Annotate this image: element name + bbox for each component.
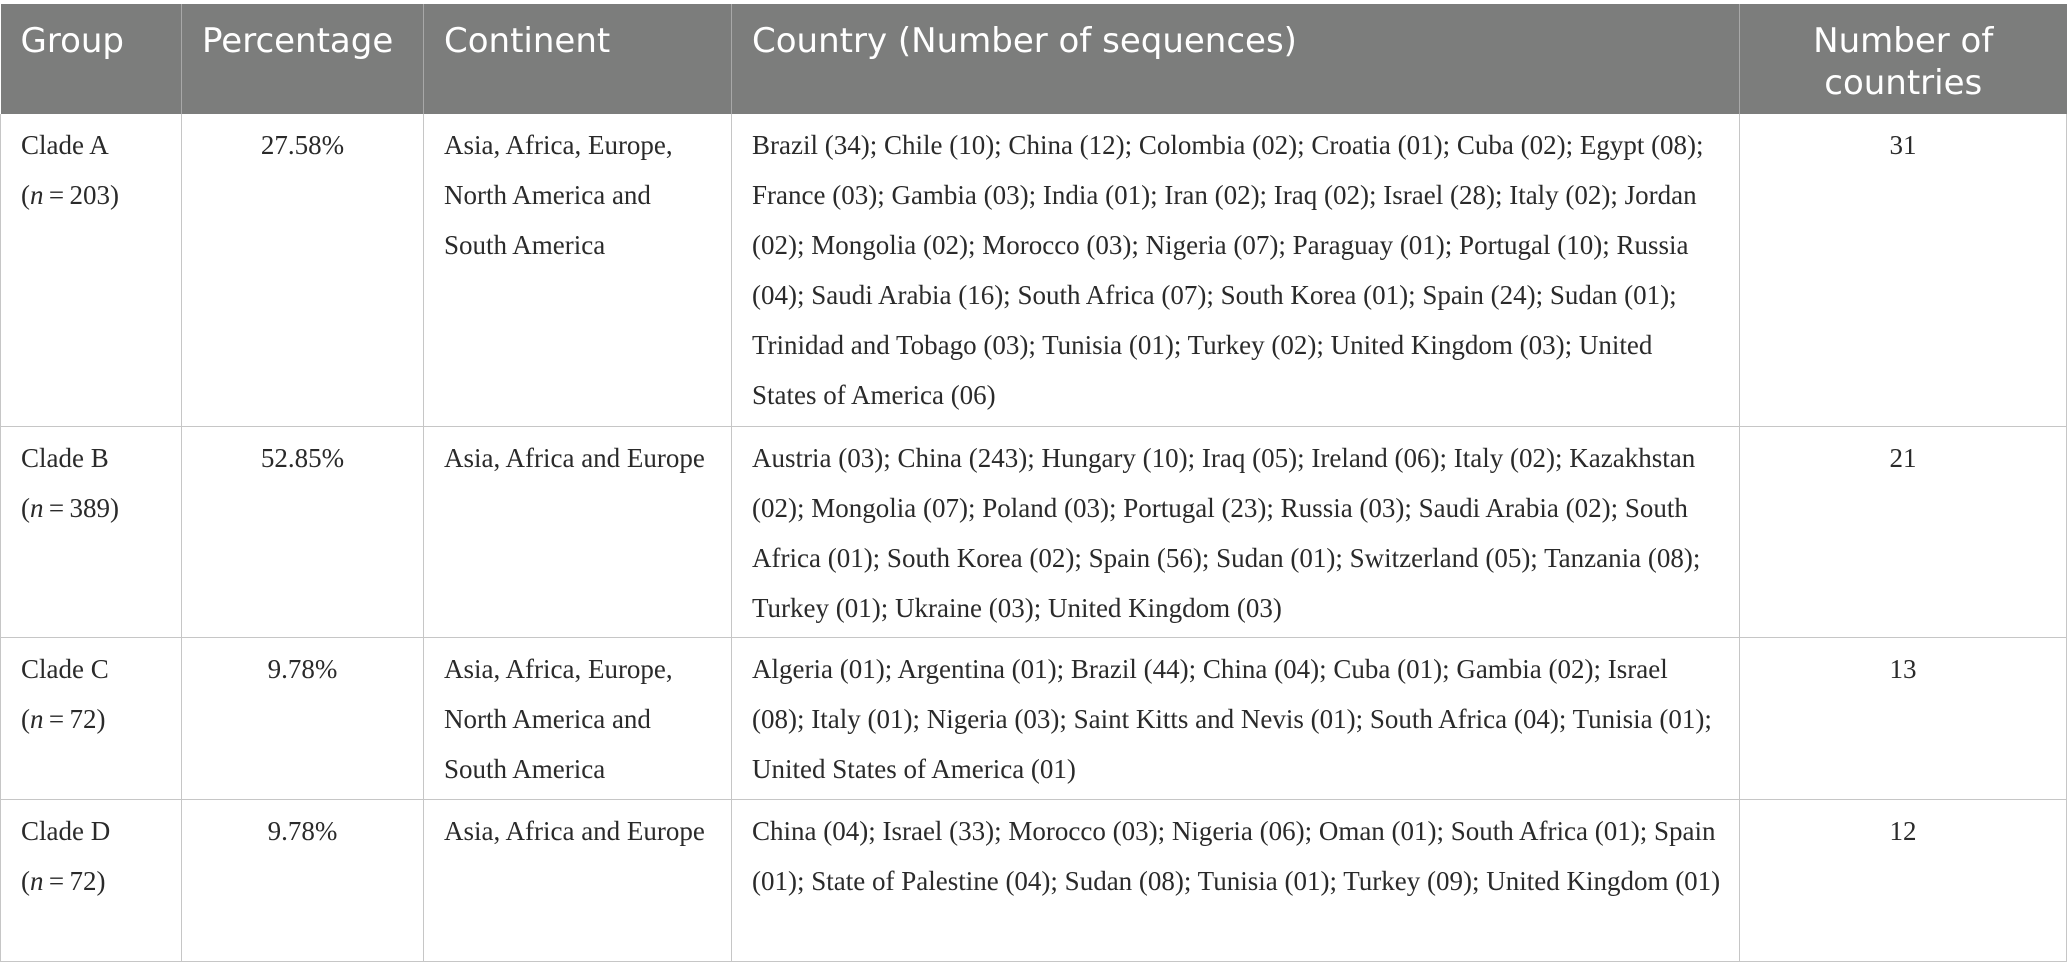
cell-group	[1, 114, 182, 426]
cell-countries: China (04); Israel (33); Morocco (03); Nigeria (06); Oman (01); South Africa (01); Spain (01); State of Palestine (04); Sudan (08); Tunisia (01); Turkey (09); United Kingdom (01)	[732, 799, 1740, 961]
cell-number-of-countries: 12	[1740, 799, 2067, 961]
cell-countries: Austria (03); China (243); Hungary (10); Iraq (05); Ireland (06); Italy (02); Kazakhstan (02); Mongolia (07); Poland (03); Portugal (23); Russia (03); Saudi Arabia (02); South Africa (01); South Korea (02); Spain (56); Sudan (01); Switzerland (05); Tanzania (08); Turkey (01); Ukraine (03); United Kingdom (03)	[732, 426, 1740, 637]
group-name: Clade D	[21, 815, 111, 846]
table-row	[1, 114, 2067, 426]
group-sample-size: (n = 203)	[21, 180, 120, 210]
cell-continent: Asia, Africa, Europe, North America and South America	[424, 114, 732, 426]
header-number-of-countries-line2: countries	[1824, 63, 1983, 103]
group-sample-size: (n = 72)	[21, 703, 106, 734]
header-number-of-countries-line1: Number of	[1813, 21, 1994, 61]
cell-number-of-countries: 13	[1740, 637, 2067, 799]
cell-countries: Brazil (34); Chile (10); China (12); Colombia (02); Croatia (01); Cuba (02); Egypt (08); France (03); Gambia (03); India (01); Iran (02); Iraq (02); Israel (28); Italy (02); Jordan (02); Mongolia (02); Morocco (03); Nigeria (07); Paraguay (01); Portugal (10); Russia (04); Saudi Arabia (16); South Africa (07); South Korea (01); Spain (24); Sudan (01); Trinidad and Tobago (03); Tunisia (01); Turkey (02); United Kingdom (03); United States of America (06)	[732, 114, 1740, 426]
cell-number-of-countries: 21	[1740, 426, 2067, 637]
cell-number-of-countries: 31	[1740, 114, 2067, 426]
cell-group	[1, 426, 182, 637]
cell-continent: Asia, Africa and Europe	[424, 426, 732, 637]
header-number-of-countries	[1740, 4, 2067, 114]
clade-distribution-table	[0, 4, 2067, 962]
header-country: Country (Number of sequences)	[732, 4, 1740, 114]
cell-continent: Asia, Africa, Europe, North America and South America	[424, 637, 732, 799]
group-name: Clade C	[21, 653, 109, 684]
cell-percentage: 52.85%	[182, 426, 424, 637]
table-header-row	[1, 4, 2067, 114]
header-percentage: Percentage	[182, 4, 424, 114]
cell-percentage: 27.58%	[182, 114, 424, 426]
group-name: Clade B	[21, 442, 109, 473]
group-name: Clade A	[21, 130, 109, 160]
table-row	[1, 799, 2067, 961]
table-row	[1, 426, 2067, 637]
cell-group	[1, 799, 182, 961]
cell-percentage: 9.78%	[182, 799, 424, 961]
table-row	[1, 637, 2067, 799]
cell-percentage: 9.78%	[182, 637, 424, 799]
cell-countries: Algeria (01); Argentina (01); Brazil (44); China (04); Cuba (01); Gambia (02); Israel (08); Italy (01); Nigeria (03); Saint Kitts and Nevis (01); South Africa (04); Tunisia (01); United States of America (01)	[732, 637, 1740, 799]
header-continent: Continent	[424, 4, 732, 114]
cell-continent: Asia, Africa and Europe	[424, 799, 732, 961]
group-sample-size: (n = 72)	[21, 865, 106, 896]
cell-group	[1, 637, 182, 799]
group-sample-size: (n = 389)	[21, 492, 120, 523]
header-group: Group	[1, 4, 182, 114]
